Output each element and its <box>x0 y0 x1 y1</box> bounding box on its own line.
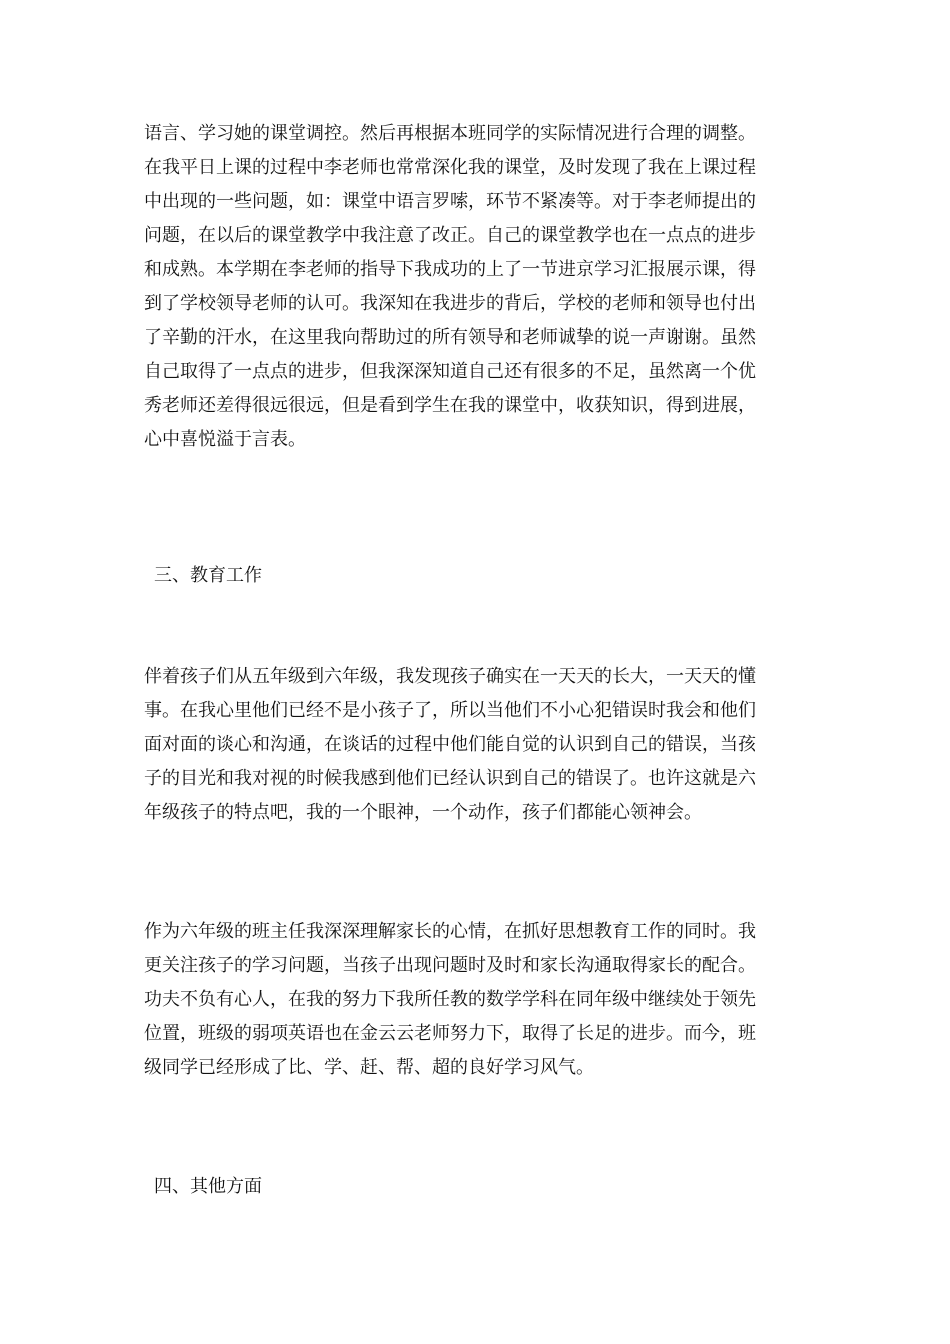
text-line: 级同学已经形成了比、学、赶、帮、超的良好学习风气。 <box>144 1057 594 1078</box>
section-heading-other-aspects: 四、其他方面 <box>154 1176 262 1197</box>
text-line: 秀老师还差得很远很远，但是看到学生在我的课堂中，收获知识，得到进展， <box>144 395 756 416</box>
text-line: 了辛勤的汗水，在这里我向帮助过的所有领导和老师诚挚的说一声谢谢。虽然 <box>144 327 756 348</box>
text-line: 功夫不负有心人，在我的努力下我所任教的数学学科在同年级中继续处于领先 <box>144 989 756 1010</box>
text-line: 子的目光和我对视的时候我感到他们已经认识到自己的错误了。也许这就是六 <box>144 768 756 789</box>
text-line: 位置，班级的弱项英语也在金云云老师努力下，取得了长足的进步。而今，班 <box>144 1023 756 1044</box>
text-line: 心中喜悦溢于言表。 <box>144 429 306 450</box>
text-line: 问题，在以后的课堂教学中我注意了改正。自己的课堂教学也在一点点的进步 <box>144 225 756 246</box>
text-line: 伴着孩子们从五年级到六年级，我发现孩子确实在一天天的长大，一天天的懂 <box>144 666 756 687</box>
section-heading-education-work: 三、教育工作 <box>154 565 262 586</box>
text-line: 年级孩子的特点吧，我的一个眼神，一个动作，孩子们都能心领神会。 <box>144 802 702 823</box>
text-line: 作为六年级的班主任我深深理解家长的心情，在抓好思想教育工作的同时。我 <box>144 921 756 942</box>
text-line: 自己取得了一点点的进步，但我深深知道自己还有很多的不足，虽然离一个优 <box>144 361 756 382</box>
text-line: 到了学校领导老师的认可。我深知在我进步的背后，学校的老师和领导也付出 <box>144 293 756 314</box>
text-line: 在我平日上课的过程中李老师也常常深化我的课堂，及时发现了我在上课过程 <box>144 157 756 178</box>
text-line: 和成熟。本学期在李老师的指导下我成功的上了一节进京学习汇报展示课，得 <box>144 259 756 280</box>
paragraph-children-growth <box>144 660 808 830</box>
text-line: 更关注孩子的学习问题，当孩子出现问题时及时和家长沟通取得家长的配合。 <box>144 955 756 976</box>
text-line: 中出现的一些问题，如：课堂中语言罗嗦，环节不紧凑等。对于李老师提出的 <box>144 191 756 212</box>
paragraph-class-teacher <box>144 915 808 1085</box>
text-line: 语言、学习她的课堂调控。然后再根据本班同学的实际情况进行合理的调整。 <box>144 123 756 144</box>
text-line: 面对面的谈心和沟通，在谈话的过程中他们能自觉的认识到自己的错误，当孩 <box>144 734 756 755</box>
paragraph-teaching-growth <box>144 117 808 457</box>
text-line: 事。在我心里他们已经不是小孩子了，所以当他们不小心犯错误时我会和他们 <box>144 700 756 721</box>
